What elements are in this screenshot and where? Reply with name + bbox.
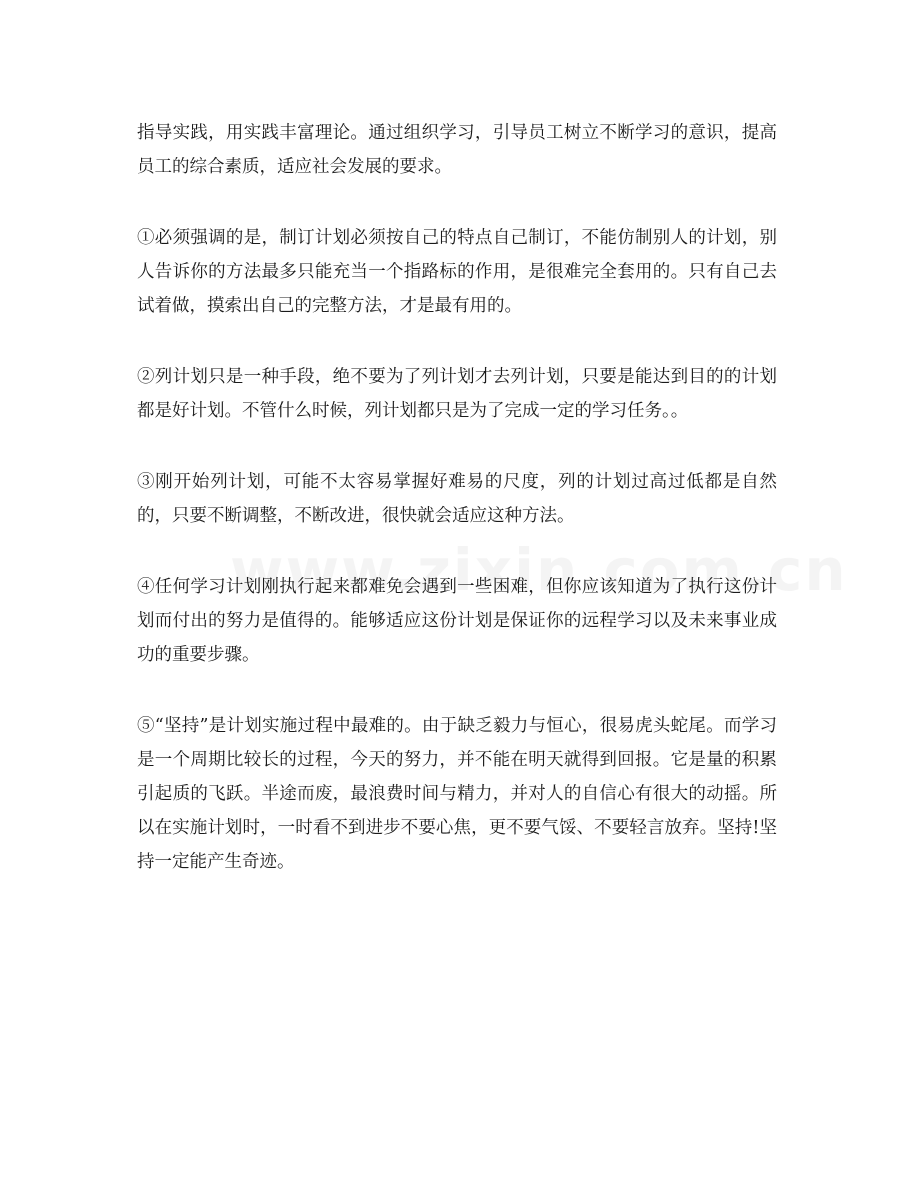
paragraph-point-5: ⑤“坚持”是计划实施过程中最难的。由于缺乏毅力与恒心，很易虎头蛇尾。而学习是一个周期比较长的过程，今天的努力，并不能在明天就得到回报。它是量的积累引起质的飞跃。半途而废，最浪费时间与精力，并对人的自信心有很大的动摇。所以在实施计划时，一时看不到进步不要心焦，更不要气馁、不要轻言放弃。坚持!坚持一定能产生奇迹。 (137, 716, 777, 872)
paragraph-point-3: ③刚开始列计划，可能不太容易掌握好难易的尺度，列的计划过高过低都是自然的，只要不断调整，不断改进，很快就会适应这种方法。 (137, 472, 777, 526)
paragraph-point-4: ④任何学习计划刚执行起来都难免会遇到一些困难，但你应该知道为了执行这份计划而付出的努力是值得的。能够适应这份计划是保证你的远程学习以及未来事业成功的重要步骤。 (137, 577, 777, 665)
paragraph-point-1: ①必须强调的是，制订计划必须按自己的特点自己制订，不能仿制别人的计划，别人告诉你的方法最多只能充当一个指路标的作用，是很难完全套用的。只有自己去试着做，摸索出自己的完整方法，才是最有用的。 (137, 228, 777, 316)
paragraph-point-2: ②列计划只是一种手段，绝不要为了列计划才去列计划，只要是能达到目的的计划都是好计划。不管什么时候，列计划都只是为了完成一定的学习任务。。 (137, 367, 777, 421)
paragraph-intro: 指导实践，用实践丰富理论。通过组织学习，引导员工树立不断学习的意识，提高员工的综合素质，适应社会发展的要求。 (137, 123, 777, 177)
document-body (137, 116, 777, 879)
